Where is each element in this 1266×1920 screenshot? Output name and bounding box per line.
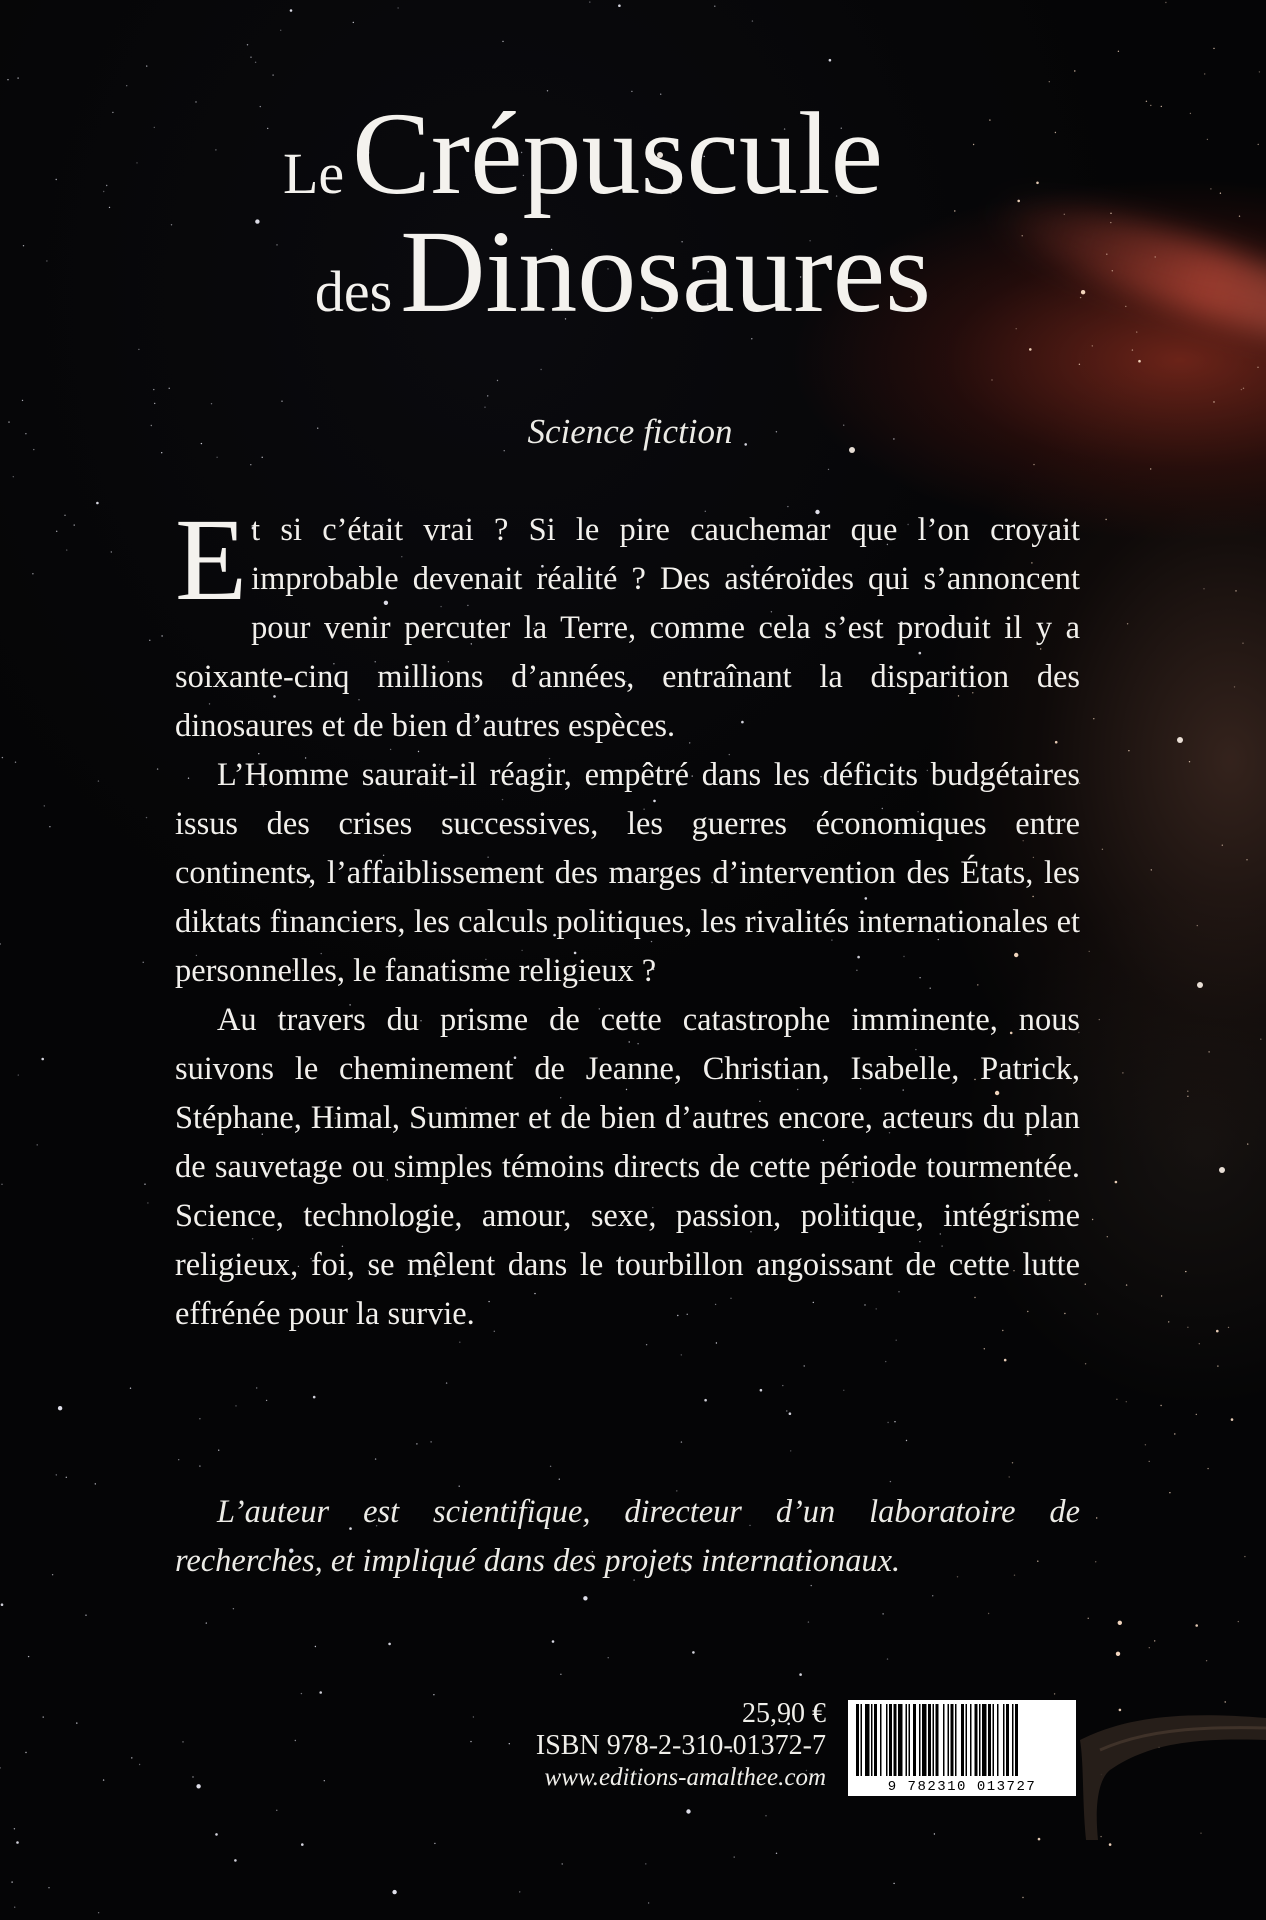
isbn: ISBN 978-2-310-01372-7: [535, 1730, 826, 1761]
blurb-paragraph-2: L’Homme saurait-il réagir, empêtré dans les déficits budgétaires issus des crises successives, les guerres économiques entre continents, l’affaiblissement des marges d’intervention des États, les diktats financiers, les calculs politiques, les rivalités internationales et personnelles, le fanatisme religieux ?: [175, 757, 1080, 989]
title-line-1: [0, 88, 1266, 219]
title-word-le: Le: [283, 141, 345, 206]
tree-branch-silhouette: [1080, 1680, 1266, 1840]
barcode-graphic: [848, 1700, 1076, 1796]
publisher-website: www.editions-amalthee.com: [544, 1764, 826, 1791]
blurb-paragraph-3: Au travers du prisme de cette catastrophe imminente, nous suivons le cheminement de Jeanne, Christian, Isabelle, Patrick, Stéphane, Himal, Summer et de bien d’autres encore, acteurs du plan de sauvetage ou simples témoins directs de cette période tourmentée. Science, technologie, amour, sexe, passion, politique, intégrisme religieux, foi, se mêlent dans le tourbillon angoissant de cette lutte effrénée pour la survie.: [175, 1002, 1080, 1332]
genre-label: [0, 412, 1266, 452]
title-line-2: [0, 206, 1266, 337]
book-title: [0, 88, 1266, 337]
title-word-des: des: [314, 259, 393, 324]
drop-cap: E: [175, 494, 248, 625]
price: 25,90 €: [742, 1698, 826, 1729]
blurb-paragraph-1: [175, 494, 1080, 751]
title-word-dinosaures: Dinosaures: [400, 206, 932, 337]
publication-info: [440, 1698, 826, 1794]
genre-text: Science fiction: [527, 412, 733, 451]
blurb-paragraph-1-text: t si c’était vrai ? Si le pire cauchemar que l’on croyait improbable devenait réalité ? Des astéroïdes qui s’annoncent pour venir percuter la Terre, comme cela s’est produit il y a soixante-cinq millions d’années, entraînant la disparition des dinosaures et de bien d’autres espèces.: [175, 512, 1080, 744]
blurb-text: [175, 494, 1080, 1339]
title-word-crepuscule: Crépuscule: [352, 88, 883, 219]
author-note: L’auteur est scientifique, directeur d’un laboratoire de recherches, et impliqué dans des projets internationaux.: [175, 1494, 1080, 1579]
barcode-digits: 9 782310 013727: [887, 1779, 1037, 1795]
isbn-barcode: [848, 1700, 1076, 1796]
barcode-bars: [856, 1704, 1018, 1776]
